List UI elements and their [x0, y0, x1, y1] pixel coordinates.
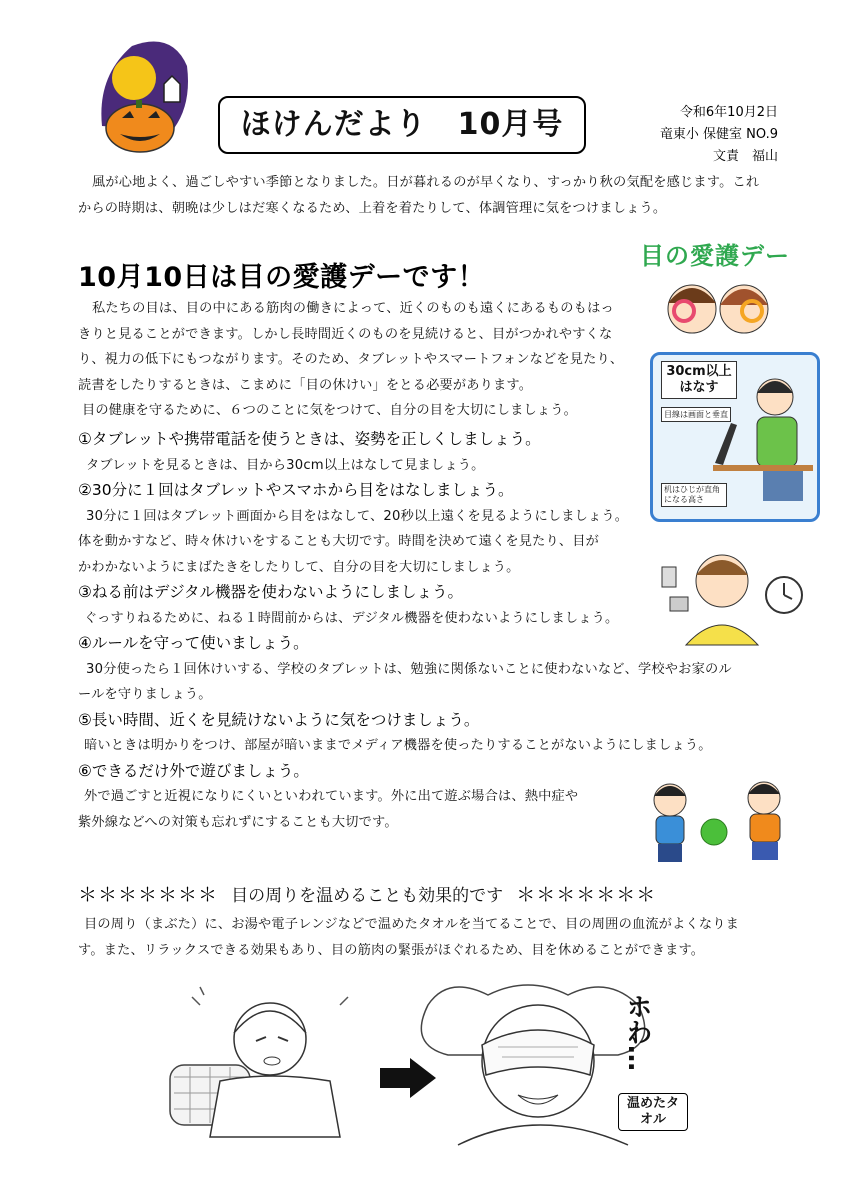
- eye-care-day-logo-text: 目の愛護デー: [640, 242, 790, 270]
- tip-body-line: ールを守りましょう。: [78, 687, 212, 702]
- tip-body-line: 外で過ごすと近視になりにくいといわれています。外に出て遊ぶ場合は、熱中症や: [84, 789, 579, 804]
- author-info: 文責 福山: [712, 149, 778, 164]
- poster-distance-text: 30cm以上はなす: [661, 361, 737, 399]
- issue-date: 令和6年10月2日: [679, 105, 778, 120]
- tip-heading: ①タブレットや携帯電話を使うときは、姿勢を正しくしましょう。: [78, 430, 541, 448]
- section2-body: [78, 912, 788, 963]
- tip-heading: ③ねる前はデジタル機器を使わないようにしましょう。: [78, 583, 463, 601]
- stars-left: ＊＊＊＊＊＊＊: [78, 884, 219, 906]
- child-with-clock-illustration: [656, 545, 806, 650]
- school-info: 竜東小 保健室 NO.9: [659, 127, 778, 142]
- tip-heading: ⑥できるだけ外で遊びましょう。: [78, 761, 309, 780]
- relax-text: ホわ…: [622, 993, 652, 1071]
- poster-label-gaze: 目線は画面と垂直: [661, 407, 731, 422]
- tip-heading: ⑤長い時間、近くを見続けないように気をつけましょう。: [78, 710, 480, 729]
- newsletter-title: ほけんだより 10月号: [240, 107, 564, 142]
- tip-body-line: 30分に１回はタブレット画面から目をはなして、20秒以上遠くを見るようにしましょう。: [86, 508, 629, 524]
- section1-intro: [78, 296, 638, 424]
- section2-title: 目の周りを温めることも効果的です: [231, 886, 504, 906]
- posture-poster: [650, 352, 820, 522]
- section2-line: す。また、リラックスできる効果もあり、目の筋肉の緊張がほぐれるため、目を休めることができます。: [78, 942, 705, 958]
- tip-body-line: 紫外線などへの対策も忘れずにすることも大切です。: [78, 814, 398, 830]
- section2-heading: [78, 880, 778, 907]
- child-warm-towel-illustration: [418, 975, 718, 1165]
- child-gaming-illustration: [160, 985, 380, 1145]
- section1-intro-line: 私たちの目は、目の中にある筋肉の働きによって、近くのものも遠くにあるものもはっ: [92, 301, 614, 316]
- halloween-illustration: [92, 36, 192, 154]
- eye-care-day-logo: [640, 236, 790, 346]
- kids-with-magnifier-icon: [640, 271, 790, 343]
- tip-body-line: 体を動かすなど、時々休けいをすることも大切です。時間を決めて遠くを見たり、目が: [78, 534, 600, 549]
- section1-heading: 10月10日は目の愛護デーです！: [78, 262, 486, 293]
- tip-body-line: タブレットを見るときは、目から30cm以上はなして見ましょう。: [86, 457, 485, 473]
- section2-line: 目の周り（まぶた）に、お湯や電子レンジなどで温めたタオルを当てることで、目の周囲の血流がよくなりま: [84, 917, 740, 932]
- header-meta: [600, 102, 778, 168]
- section1-intro-line: り、視力の低下にもつながります。そのため、タブレットやスマートフォンなどを見たり、: [78, 352, 624, 367]
- section1-intro-line: 目の健康を守るために、６つのことに気をつけて、自分の目を大切にしましょう。: [82, 403, 578, 418]
- intro-line: 風が心地よく、過ごしやすい季節となりました。日が暮れるのが早くなり、すっかり秋の気配を感じます。これ: [92, 175, 760, 190]
- section1-intro-line: きりと見ることができます。しかし長時間近くのものを見続けると、目がつかれやすくな: [78, 326, 613, 342]
- intro-line: からの時期は、朝晩は少しはだ寒くなるため、上着を着たりして、体調管理に気をつけましょう。: [78, 200, 667, 216]
- tip-body-line: 暗いときは明かりをつけ、部屋が暗いままでメディア機器を使ったりすることがないようにしましょう。: [84, 738, 712, 753]
- warm-towel-label: 温めたタオル: [618, 1093, 688, 1131]
- child-at-tablet-icon: [653, 355, 817, 519]
- tip-heading: ④ルールを守って使いましょう。: [78, 634, 309, 652]
- tip-heading: ②30分に１回はタブレットやスマホから目をはなしましょう。: [78, 481, 514, 499]
- stars-right: ＊＊＊＊＊＊＊: [516, 884, 657, 906]
- newsletter-title-box: [218, 96, 586, 154]
- intro-paragraph: [78, 170, 778, 221]
- tip-body-line: 30分使ったら１回休けいする、学校のタブレットは、勉強に関係ないことに使わないなど、学校やお家のル: [86, 661, 732, 677]
- kids-playing-illustration: [640, 776, 810, 871]
- tip-body-line: ぐっすりねるために、ねる１時間前からは、デジタル機器を使わないようにしましょう。: [84, 610, 619, 626]
- poster-label-desk: 机はひじが直角になる高さ: [661, 483, 727, 507]
- tip-body-line: かわかないようにまばたきをしたりして、自分の目を大切にしましょう。: [78, 559, 520, 575]
- section1-intro-line: 読書をしたりするときは、こまめに「目の休けい」をとる必要があります。: [78, 377, 533, 393]
